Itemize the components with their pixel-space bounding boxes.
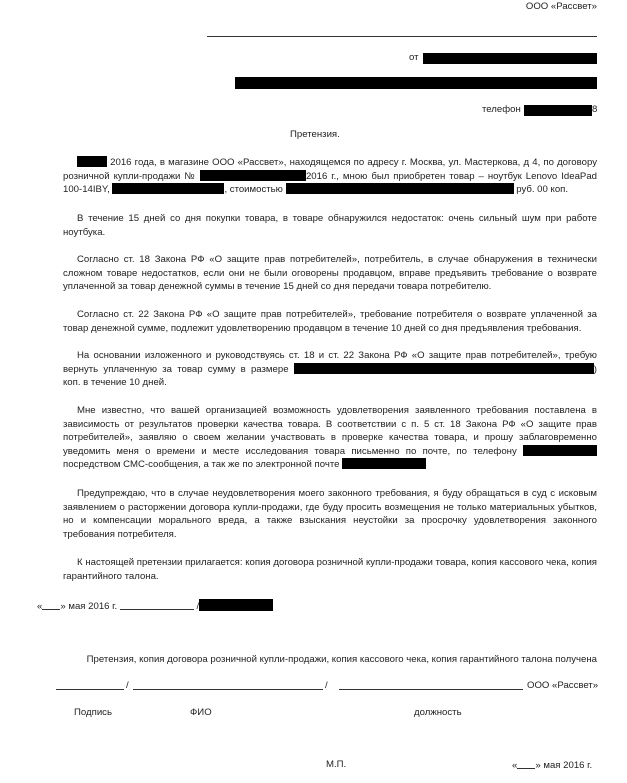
p7-text: Предупреждаю, что в случае неудовлетворения моего законного требования, я буду обращаться в суд с исковым заявлением о расторжении договора купли-продажи, где буду просить возмещения не только материальных убытков, но и компенсации морального вреда, а также взыскания неустойки за просрочку удовлетворения законного требования потребителя.: [63, 488, 597, 540]
document-title: Претензия.: [290, 129, 340, 140]
paragraph-defect: [63, 212, 597, 239]
paragraph-article-18: [63, 253, 597, 294]
p6-text-a: Мне известно, что вашей организацией возможность удовлетворения заявленного требования поставлена в зависимость от результатов проверки качества товара. В соответствии с п. 5 ст. 18 Закона РФ «О защите прав потребителей», заявляю о своем желании участвовать в проверке качества товара, и прошу заблаговременно уведомить меня о времени и месте исследования товара письменно по почте, по телефону: [63, 405, 597, 457]
receipt-company: ООО «Рассвет»: [527, 680, 599, 691]
header-from-label: от: [409, 52, 419, 63]
receipt-slash-1: /: [126, 680, 129, 691]
receipt-sign-label: Подпись: [74, 707, 112, 718]
p6-text-b: посредством СМС-сообщения, а так же по электронной почте: [63, 459, 340, 471]
header-phone-suffix: 8: [592, 104, 598, 115]
footer-day-blank: [517, 758, 535, 769]
receipt-position-line: [339, 689, 523, 690]
p2-text: В течение 15 дней со дня покупки товара, в товаре обнаружился недостаток: очень сильный шум при работе ноутбука.: [63, 213, 597, 238]
redacted-day-month: [77, 156, 107, 167]
paragraph-warning: [63, 487, 597, 541]
redacted-phone: [524, 105, 592, 116]
footer-open-quote: «: [512, 760, 518, 771]
p5-text-a: На основании изложенного и руководствуясь ст. 18 и ст. 22 Закона РФ «О защите прав потребителей», требую вернуть уплаченную за товар сумму в размере: [63, 350, 597, 375]
footer-date: [512, 758, 592, 773]
receipt-slash-2: /: [325, 680, 328, 691]
redacted-signer-name: [196, 599, 273, 612]
receipt-sign-line: [56, 689, 124, 690]
header-phone-label: телефон: [482, 104, 521, 115]
redacted-sender-name: [423, 53, 597, 64]
paragraph-purchase: [63, 156, 597, 197]
footer-close-quote: »: [535, 760, 541, 771]
receipt-position-label: должность: [414, 707, 462, 718]
p1-text-b: 2016 г., мною был приобретен товар – ноутбук Lenovo IdeaPad 100-14IBY,: [63, 170, 597, 196]
redacted-sender-address: [235, 77, 597, 89]
p1-text-a: 2016 года, в магазине ООО «Рассвет», находящемся по адресу г. Москва, ул. Мастеркова, д 4, по договору розничной купли-продажи №: [63, 157, 597, 182]
date-text: мая 2016 г.: [68, 601, 118, 612]
receipt-text: Претензия, копия договора розничной купли-продажи, копия кассового чека, копия гарантийного талона получена: [86, 654, 597, 665]
receipt-fio-line: [133, 689, 323, 690]
p8-text: К настоящей претензии прилагается: копия договора розничной купли-продажи товара, копия кассового чека, копия гарантийного талона.: [63, 557, 597, 582]
p5-text-b: ) коп. в течение 10 дней.: [63, 363, 597, 389]
redacted-refund-amount: [294, 363, 594, 374]
receipt-fio-label: ФИО: [190, 707, 212, 718]
paragraph-article-22: [63, 308, 597, 335]
p1-text-c: , стоимостью: [224, 184, 283, 196]
paragraph-attachments: [63, 556, 597, 583]
footer-date-text: мая 2016 г.: [543, 760, 593, 771]
p1-text-d: руб. 00 коп.: [516, 184, 569, 196]
redacted-email: [342, 458, 426, 469]
paragraph-demand: [63, 349, 597, 390]
redacted-contract-number: [200, 170, 306, 181]
stamp-place: М.П.: [326, 759, 347, 770]
signature-blank: [120, 599, 194, 610]
p4-text: Согласно ст. 22 Закона РФ «О защите прав потребителей», требование потребителя о возврате уплаченной за товар денежной сумме, подлежит удовлетворению продавцом в течение 10 дней со дня предъявления требования.: [63, 309, 597, 334]
header-company: ООО «Рассвет»: [525, 1, 597, 12]
date-open-quote: «: [37, 601, 43, 612]
date-signature-line: [37, 599, 273, 614]
p3-text: Согласно ст. 18 Закона РФ «О защите прав потребителей», потребитель, в случае обнаружения в технически сложном товаре недостатков, если они не были оговорены продавцом, вправе предъявить требование о возврате уплаченной за товар денежной суммы в течение 15 дней со дня передачи товара потребителю.: [63, 254, 597, 293]
redacted-price: [286, 183, 514, 194]
redacted-serial: [112, 183, 224, 194]
paragraph-quality-check: [63, 404, 597, 472]
date-slash: /: [196, 601, 200, 612]
day-blank: [42, 599, 60, 610]
date-close-quote: »: [60, 601, 66, 612]
header-addressee-line: [207, 36, 597, 37]
redacted-contact-phone: [523, 445, 597, 456]
